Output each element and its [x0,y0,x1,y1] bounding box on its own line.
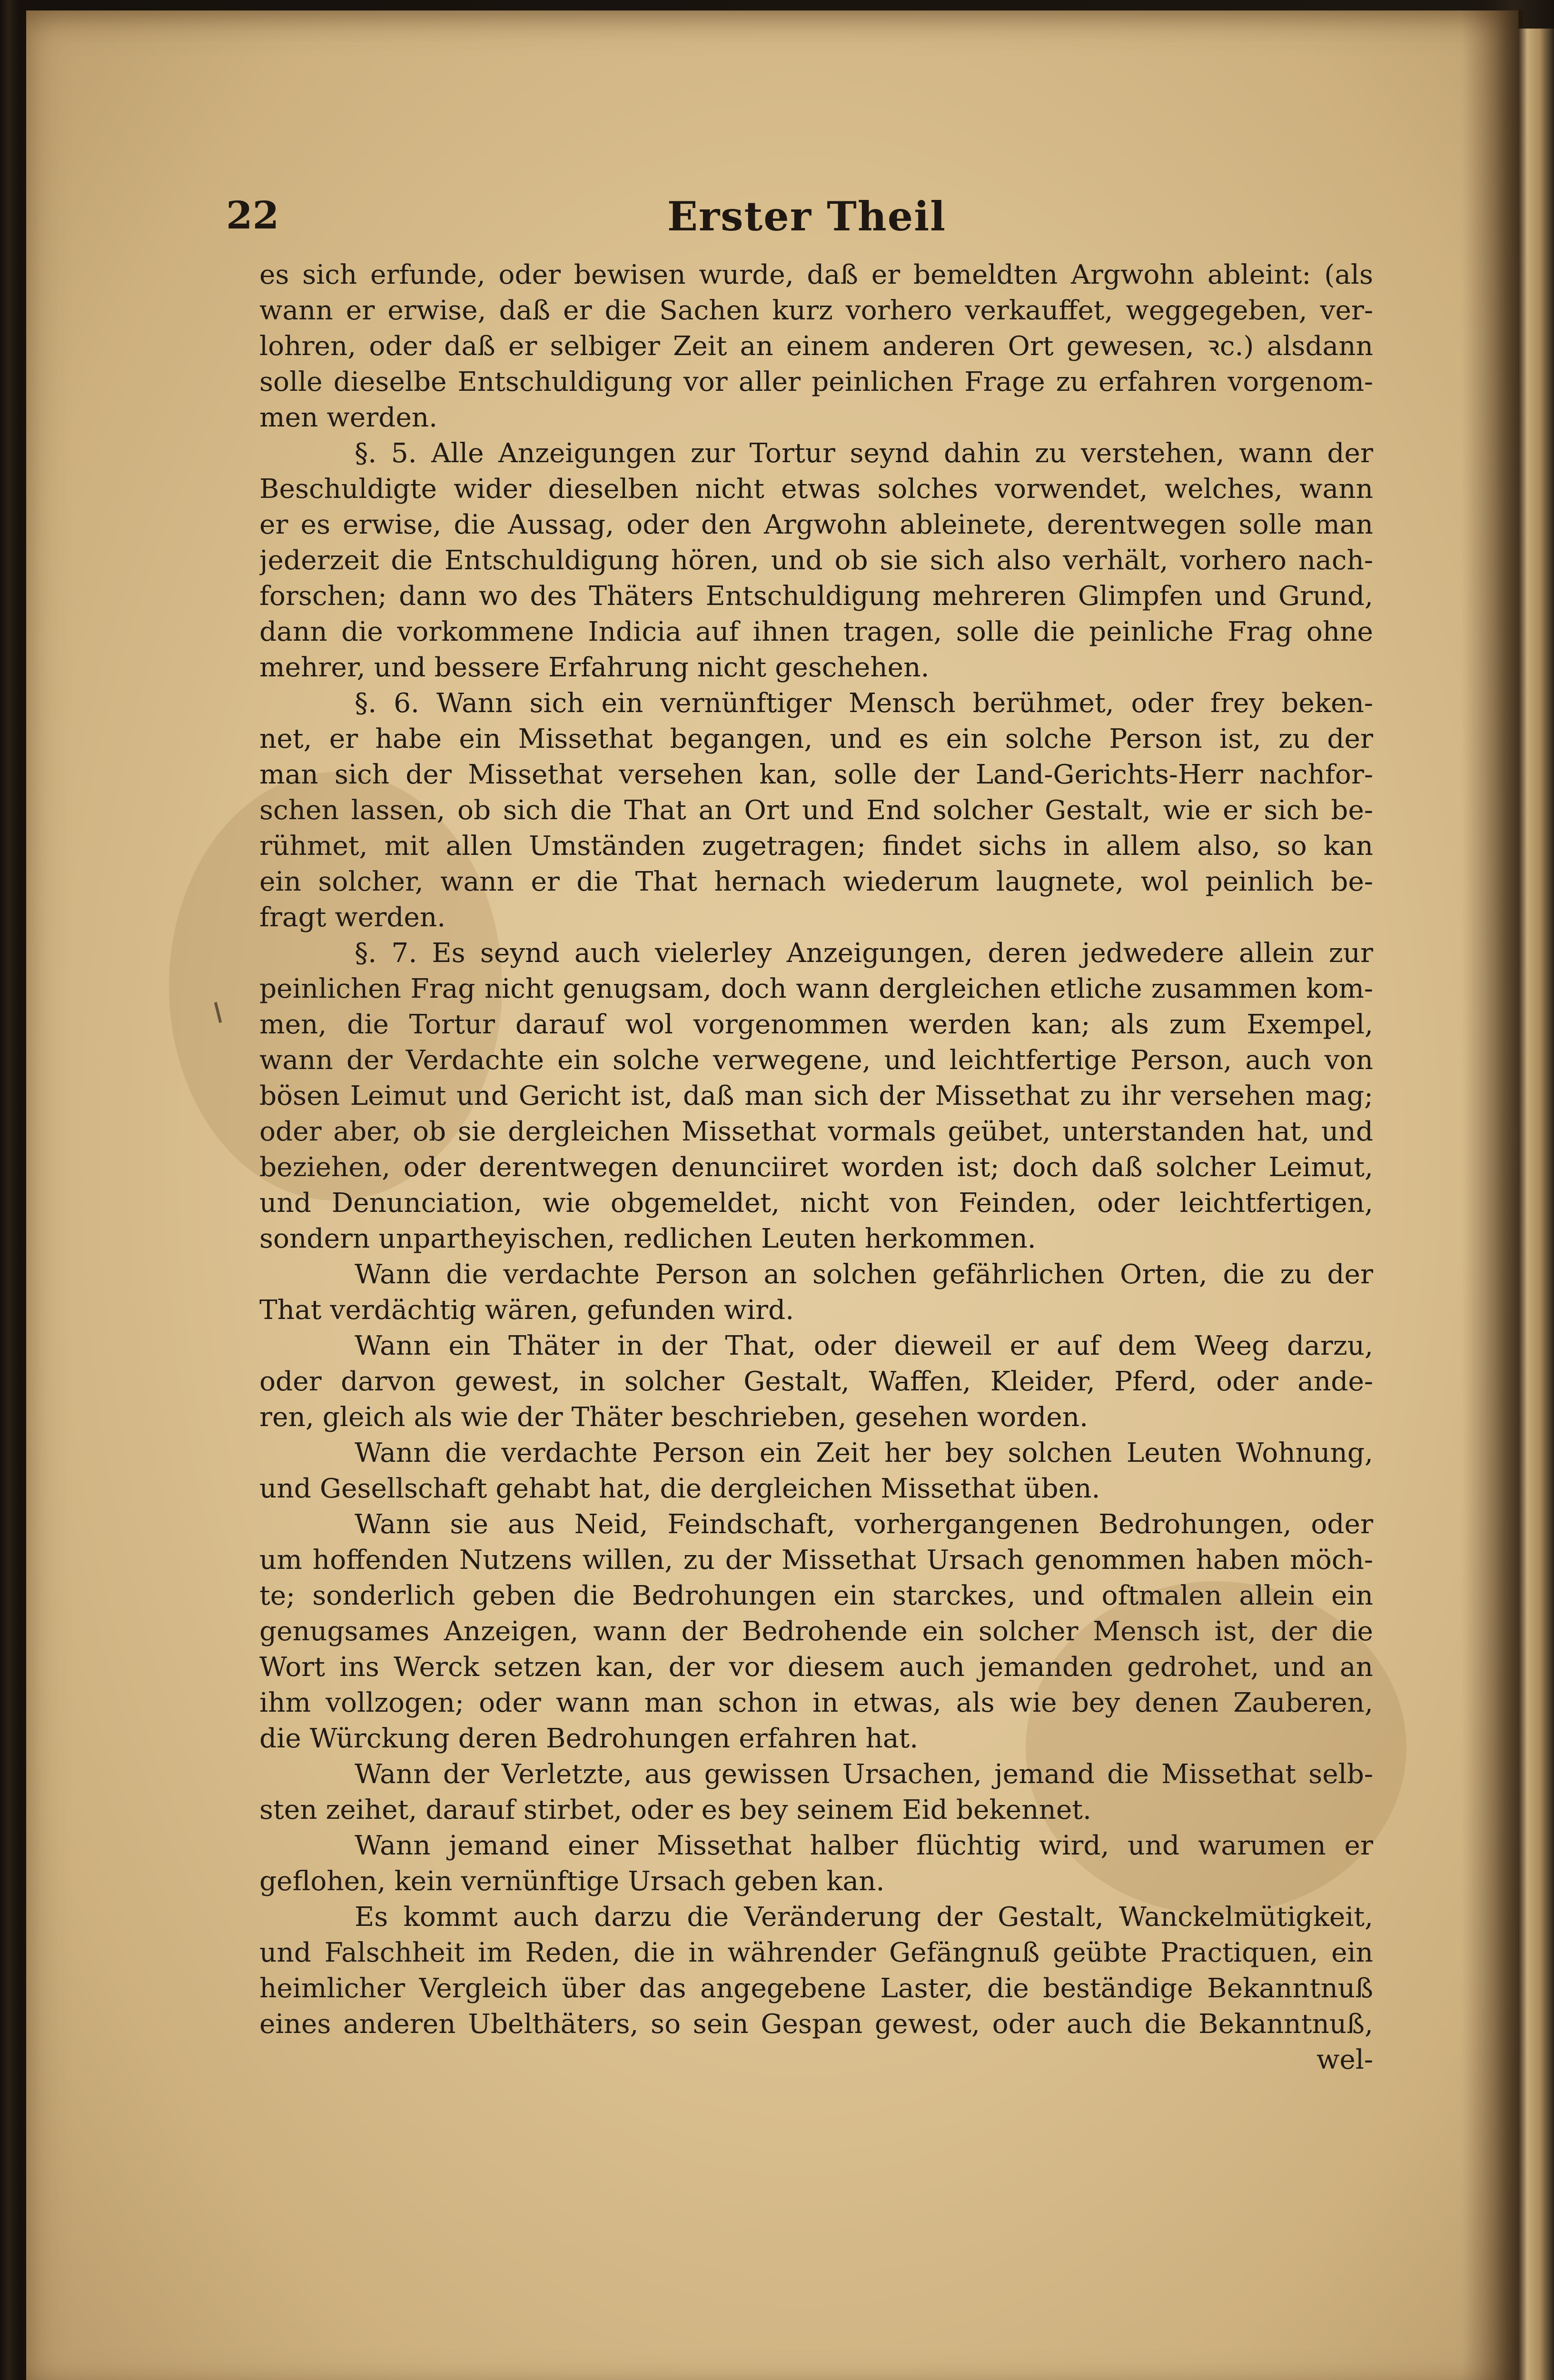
text-line: te; sonderlich geben die Bedrohungen ein starckes, und oftmalen allein ein [259,1580,1373,1611]
text-line: Wort ins Werck setzen kan, der vor diesem auch jemanden gedrohet, und an [259,1652,1373,1683]
paragraph-6-start: §. 6. Wann sich ein vernünftiger Mensch berühmet, oder frey beken- [355,688,1373,719]
text-line: er es erwise, die Aussag, oder den Argwohn ableinete, derentwegen solle man [259,509,1373,540]
text-line: und Gesellschaft gehabt hat, die dergleichen Missethat üben. [259,1473,1100,1504]
text-line: lohren, oder daß er selbiger Zeit an einem anderen Ort gewesen, ꝛc.) alsdann [259,331,1373,362]
text-line: net, er habe ein Missethat begangen, und es ein solche Person ist, zu der [259,724,1373,754]
text-line: jederzeit die Entschuldigung hören, und ob sie sich also verhält, vorhero nach- [259,545,1373,576]
text-line: men, die Tortur darauf wol vorgenommen werden kan; als zum Exempel, [259,1009,1373,1040]
text-line: eines anderen Ubelthäters, so sein Gespan gewest, oder auch die Bekanntnuß, [259,2009,1373,2040]
text-line: mehrer, und bessere Erfahrung nicht geschehen. [259,652,930,683]
text-line: That verdächtig wären, gefunden wird. [259,1295,794,1326]
text-line: ihm vollzogen; oder wann man schon in etwas, als wie bey denen Zauberen, [259,1687,1373,1718]
text-line: dann die vorkommene Indicia auf ihnen tragen, solle die peinliche Frag ohne [259,616,1373,647]
text-line: die Würckung deren Bedrohungen erfahren hat. [259,1723,919,1754]
paragraph-start: Wann sie aus Neid, Feindschaft, vorhergangenen Bedrohungen, oder [355,1509,1373,1540]
text-line: sten zeihet, darauf stirbet, oder es bey seinem Eid bekennet. [259,1795,1091,1825]
paragraph-start: Wann der Verletzte, aus gewissen Ursachen, jemand die Missethat selb- [355,1759,1373,1790]
paragraph-5-start: §. 5. Alle Anzeigungen zur Tortur seynd dahin zu verstehen, wann der [355,438,1373,469]
paragraph-7-start: §. 7. Es seynd auch vielerley Anzeigungen, deren jedwedere allein zur [355,938,1373,969]
text-line: peinlichen Frag nicht genugsam, doch wann dergleichen etliche zusammen kom- [259,973,1373,1004]
text-line: genugsames Anzeigen, wann der Bedrohende ein solcher Mensch ist, der die [259,1616,1373,1647]
text-line: fragt werden. [259,902,446,933]
paragraph-start: Es kommt auch darzu die Veränderung der Gestalt, Wanckelmütigkeit, [355,1902,1373,1933]
text-line: und Denunciation, wie obgemeldet, nicht von Feinden, oder leichtfertigen, [259,1188,1373,1219]
text-line: bösen Leimut und Gericht ist, daß man sich der Missethat zu ihr versehen mag; [259,1081,1373,1111]
body-text [259,257,1373,2078]
text-line: es sich erfunde, oder bewisen wurde, daß er bemeldten Argwohn ableint: (als [259,259,1373,290]
text-line: ein solcher, wann er die That hernach wiederum laugnete, wol peinlich be- [259,866,1373,897]
text-line: Beschuldigte wider dieselben nicht etwas solches vorwendet, welches, wann [259,474,1373,505]
text-line: und Falschheit im Reden, die in währender Gefängnuß geübte Practiquen, ein [259,1937,1373,1968]
text-line: ren, gleich als wie der Thäter beschrieben, gesehen worden. [259,1402,1089,1433]
paragraph-start: Wann jemand einer Missethat halber flüchtig wird, und warumen er [355,1830,1373,1861]
text-line: beziehen, oder derentwegen denunciiret worden ist; doch daß solcher Leimut, [259,1152,1373,1183]
running-head: Erster Theil [667,193,947,240]
page-number: 22 [226,193,279,238]
text-line: wann der Verdachte ein solche verwegene, und leichtfertige Person, auch von [259,1045,1373,1076]
catchword: wel- [1316,2044,1373,2075]
text-line: men werden. [259,402,438,433]
text-line: heimlicher Vergleich über das angegebene Laster, die beständige Bekanntnuß [259,1973,1373,2004]
adjacent-page-edge [1518,29,1554,2380]
text-line: um hoffenden Nutzens willen, zu der Missethat Ursach genommen haben möch- [259,1545,1373,1576]
text-line: solle dieselbe Entschuldigung vor aller peinlichen Frage zu erfahren vorgenom- [259,367,1373,397]
text-line: schen lassen, ob sich die That an Ort und End solcher Gestalt, wie er sich be- [259,795,1373,826]
paragraph-start: Wann die verdachte Person ein Zeit her bey solchen Leuten Wohnung, [355,1438,1373,1468]
text-line: oder darvon gewest, in solcher Gestalt, Waffen, Kleider, Pferd, oder ande- [259,1366,1373,1397]
text-line: wann er erwise, daß er die Sachen kurz vorhero verkauffet, weggegeben, ver- [259,295,1373,326]
paragraph-start: Wann die verdachte Person an solchen gefährlichen Orten, die zu der [355,1259,1373,1290]
text-line: rühmet, mit allen Umständen zugetragen; findet sichs in allem also, so kan [259,831,1373,862]
text-line: forschen; dann wo des Thäters Entschuldigung mehreren Glimpfen und Grund, [259,581,1373,612]
text-line: man sich der Missethat versehen kan, solle der Land-Gerichts-Herr nachfor- [259,759,1373,790]
text-line: oder aber, ob sie dergleichen Missethat vormals geübet, unterstanden hat, und [259,1116,1373,1147]
paragraph-start: Wann ein Thäter in der That, oder dieweil er auf dem Weeg darzu, [355,1330,1373,1361]
text-line: sondern unpartheyischen, redlichen Leuten herkommen. [259,1223,1036,1254]
text-line: geflohen, kein vernünftige Ursach geben kan. [259,1866,885,1897]
page-header [226,193,1387,245]
